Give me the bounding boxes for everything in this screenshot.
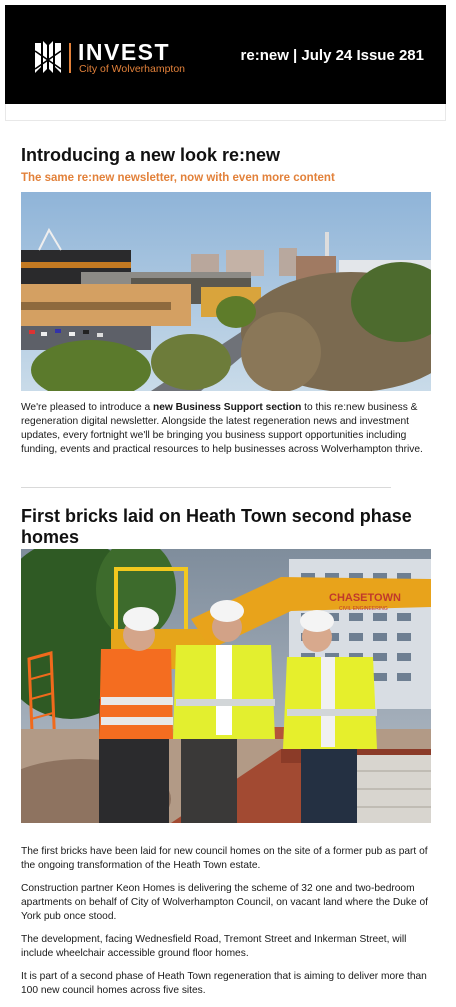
brand-subtitle: City of Wolverhampton bbox=[79, 63, 186, 75]
newsletter-header bbox=[5, 5, 446, 104]
article-paragraph: It is part of a second phase of Heath Town regeneration that is aiming to deliver more than 100 new council homes across five sites. bbox=[21, 971, 427, 996]
stadium-photo-image bbox=[21, 192, 431, 391]
bricklaying-photo[interactable] bbox=[21, 549, 431, 823]
article-title[interactable]: First bricks laid on Heath Town second phase homes bbox=[21, 506, 412, 547]
brand-title: INVEST bbox=[78, 39, 171, 65]
intro-rest-text: to this re:new business & regeneration digital newsletter. Alongside the latest regeneration news and investment updates, every fortnight we'll be bringing you business support opportunities including funding, events and practical resources to help businesses across Wolverhampton thrive. bbox=[21, 402, 423, 455]
business-support-highlight: new Business Support section bbox=[153, 402, 302, 413]
article-new-look bbox=[21, 145, 433, 184]
article-paragraph: Construction partner Keon Homes is delivering the scheme of 32 one and two-bedroom apartments on behalf of City of Wolverhampton Council, on vacant land where the Duke of York pub once stood. bbox=[21, 883, 428, 922]
bricklaying-photo-image bbox=[21, 549, 431, 823]
article-paragraph: The development, facing Wednesfield Road, Tremont Street and Inkerman Street, will include wheelchair accessible ground floor homes. bbox=[21, 934, 407, 959]
invest-logo-icon bbox=[33, 39, 63, 75]
logo-divider bbox=[69, 43, 71, 73]
issue-label: re:new | July 24 Issue 281 bbox=[240, 47, 424, 64]
article-heath-town-body bbox=[21, 845, 433, 1007]
excavator-sign-text: CHASETOWN bbox=[329, 592, 401, 604]
article-title[interactable]: Introducing a new look re:new bbox=[21, 145, 281, 165]
section-divider bbox=[21, 487, 391, 488]
stadium-photo[interactable] bbox=[21, 192, 431, 391]
article-intro-paragraph bbox=[21, 401, 433, 457]
article-subtitle: The same re:new newsletter, now with even more content bbox=[21, 172, 335, 184]
excavator-sign-subtext: CIVIL ENGINEERING bbox=[339, 606, 388, 612]
header-spacer bbox=[5, 104, 446, 121]
article-new-look-body bbox=[21, 401, 433, 466]
intro-text: We're pleased to introduce a bbox=[21, 402, 154, 413]
article-paragraph: The first bricks have been laid for new council homes on the site of a former pub as part of the ongoing transformation of the Heath Town estate. bbox=[21, 846, 428, 871]
